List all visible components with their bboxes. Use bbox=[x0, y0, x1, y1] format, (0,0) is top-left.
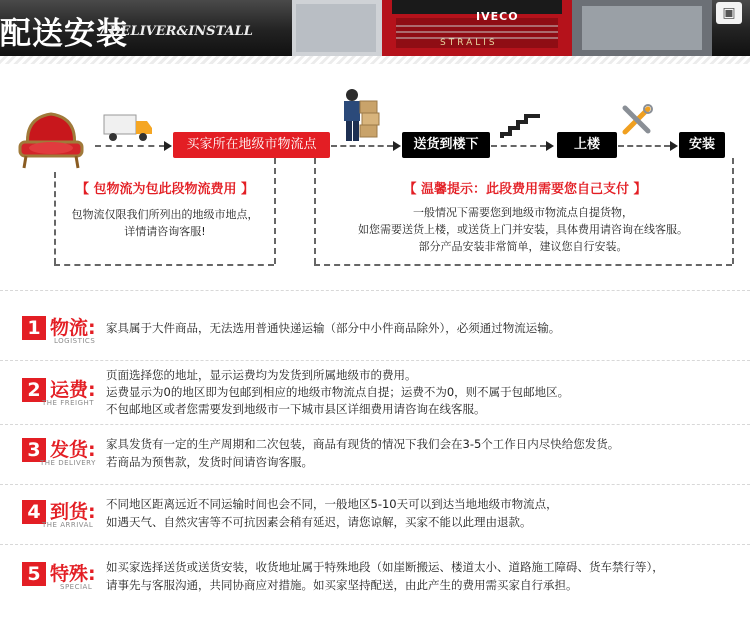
step-install: 安装 bbox=[679, 132, 725, 158]
section-text: 页面选择您的地址，显示运费均为发货到所属地级市的费用。 bbox=[106, 368, 417, 382]
connector-line bbox=[491, 145, 546, 147]
left-note-line: 包物流仅限我们所列出的地级市地点， bbox=[71, 208, 259, 221]
bracket-line bbox=[274, 158, 276, 264]
arrow-icon bbox=[546, 141, 554, 151]
section-text: 若商品为预售款，发货时间请咨询客服。 bbox=[106, 455, 313, 469]
bracket-line bbox=[314, 264, 732, 266]
section-number-badge: 2 bbox=[22, 378, 46, 402]
section-divider bbox=[0, 360, 750, 361]
section-title: 运费: bbox=[50, 379, 96, 401]
section-number-badge: 1 bbox=[22, 316, 46, 340]
right-note-line: 一般情况下需要您到地级市物流点自提货物， bbox=[413, 206, 633, 219]
section-text: 家具属于大件商品，无法选用普通快递运输（部分中小件商品除外），必须通过物流运输。 bbox=[106, 321, 561, 335]
right-note-body bbox=[318, 204, 728, 255]
tools-icon bbox=[620, 103, 654, 137]
section-number-badge: 3 bbox=[22, 438, 46, 462]
section-text: 请事先与客服沟通，共同协商应对措施。如买家坚持配送，由此产生的费用需买家自行承担。 bbox=[106, 578, 578, 592]
section-text: 不包邮地区或者您需要发到地级市一下城市县区详细费用请咨询在线客服。 bbox=[106, 402, 486, 416]
step-downstairs: 送货到楼下 bbox=[402, 132, 490, 158]
page-subtitle: / DELIVER&INSTALL bbox=[100, 24, 253, 39]
left-note-line: 详情请咨询客服! bbox=[124, 225, 206, 238]
right-note-line: 如您需要送货上楼，或送货上门并安装，具体费用请咨询在线客服。 bbox=[358, 223, 688, 236]
connector-line bbox=[95, 145, 165, 147]
section-subtitle: THE FREIGHT bbox=[42, 399, 95, 407]
stairs-icon bbox=[500, 112, 540, 138]
arrow-icon bbox=[670, 141, 678, 151]
right-note-line: 部分产品安装非常简单，建议您自行安装。 bbox=[418, 240, 628, 253]
section-text: 家具发货有一定的生产周期和二次包装，商品有现货的情况下我们会在3-5个工作日内尽快给您发货。 bbox=[106, 437, 620, 451]
truck-model-label: STRALIS bbox=[440, 38, 498, 48]
delivery-truck-icon bbox=[103, 112, 153, 142]
step-upstairs: 上楼 bbox=[557, 132, 617, 158]
connector-line bbox=[331, 145, 393, 147]
section-subtitle: SPECIAL bbox=[60, 583, 93, 591]
step-city-logistics: 买家所在地级市物流点 bbox=[173, 132, 330, 158]
connector-line bbox=[618, 145, 670, 147]
section-number-badge: 5 bbox=[22, 562, 46, 586]
left-note-title: 【 包物流为包此段物流费用 】 bbox=[75, 182, 255, 197]
arrow-icon bbox=[393, 141, 401, 151]
right-note-title: 【 温馨提示：此段费用需要您自己支付 】 bbox=[403, 182, 647, 197]
delivery-man-icon bbox=[338, 87, 382, 145]
section-title: 物流: bbox=[50, 317, 96, 339]
left-note-body bbox=[58, 206, 272, 240]
bracket-line bbox=[732, 158, 734, 264]
arrow-icon bbox=[164, 141, 172, 151]
section-divider bbox=[0, 424, 750, 425]
section-title: 到货: bbox=[50, 501, 96, 523]
section-text: 运费显示为0的地区即为包邮到相应的地级市物流点自提；运费不为0，则不属于包邮地区。 bbox=[106, 385, 570, 399]
section-divider bbox=[0, 544, 750, 545]
sofa-icon bbox=[14, 108, 88, 172]
section-subtitle: THE ARRIVAL bbox=[42, 521, 94, 529]
truck-brand-label: IVECO bbox=[476, 10, 519, 23]
section-title: 发货: bbox=[50, 439, 96, 461]
calendar-icon: ▣ bbox=[716, 2, 742, 24]
section-subtitle: LOGISTICS bbox=[54, 337, 96, 345]
section-text: 如遇天气、自然灾害等不可抗因素会稍有延迟，请您谅解，买家不能以此理由退款。 bbox=[106, 515, 532, 529]
header-banner bbox=[0, 0, 750, 56]
section-text: 如买家选择送货或送货安装，收货地址属于特殊地段（如崖断搬运、楼道太小、道路施工障碍、货车禁行等）， bbox=[106, 560, 664, 574]
bracket-line bbox=[314, 158, 316, 264]
page-title: 配送安装 bbox=[0, 16, 128, 52]
section-title: 特殊: bbox=[50, 563, 96, 585]
bracket-line bbox=[54, 172, 56, 264]
bracket-line bbox=[54, 264, 274, 266]
section-text: 不同地区距离远近不同运输时间也会不同，一般地区5-10天可以到达当地地级市物流点， bbox=[106, 497, 558, 511]
truck-image bbox=[292, 0, 712, 56]
banner-stripe bbox=[0, 56, 750, 64]
section-number-badge: 4 bbox=[22, 500, 46, 524]
section-divider bbox=[0, 484, 750, 485]
section-subtitle: THE DELIVERY bbox=[40, 459, 96, 467]
section-divider bbox=[0, 290, 750, 291]
